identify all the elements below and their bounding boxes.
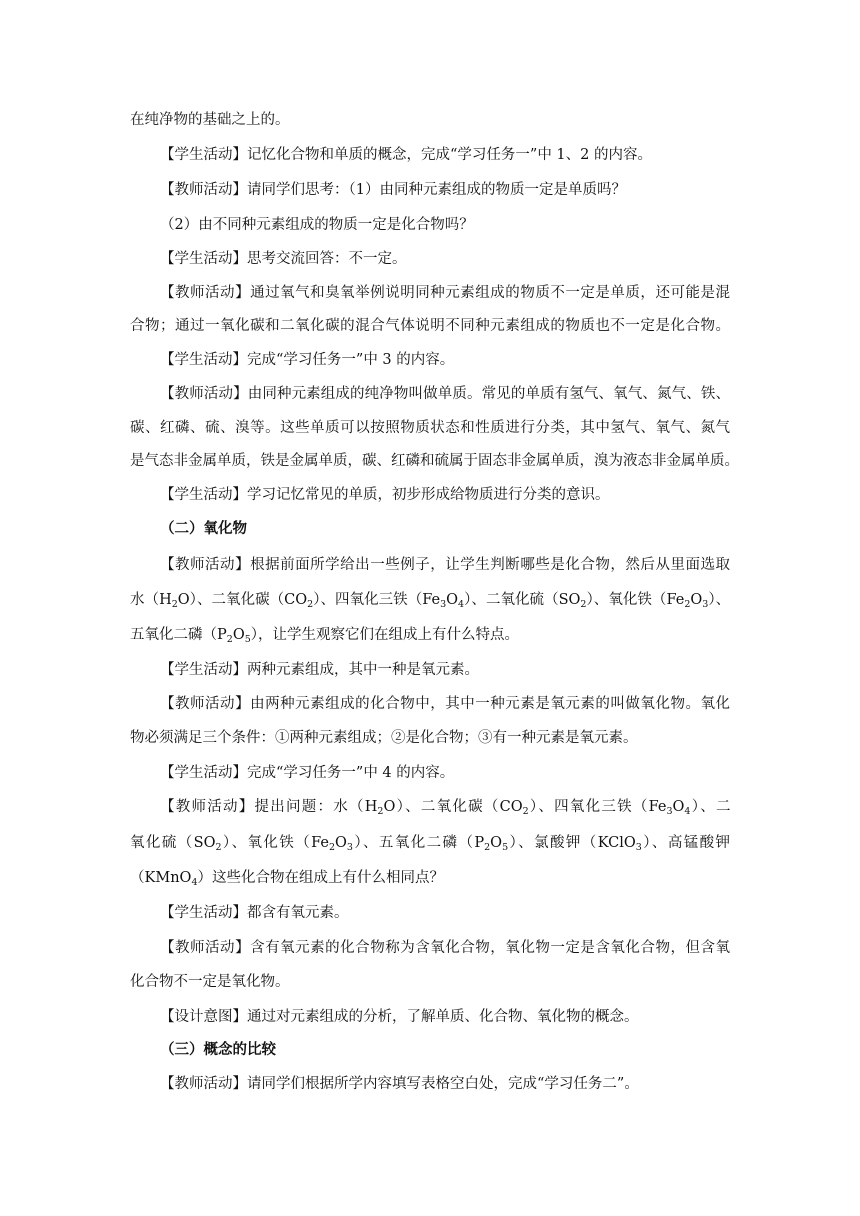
student-activity-line: 【学生活动】思考交流回答：不一定。 [160,251,407,267]
text-line: 化合物不一定是氧化物。 [130,974,290,990]
formula-line: 五氧化二磷$(P_2O_5)$，让学生观察它们在组成上有什么特点。 [130,627,519,645]
teacher-activity-line: 【教师活动】通过氧气和臭氧举例说明同种元素组成的物质不一定是单质，还可能是混 [160,285,730,301]
section-heading: （二）氧化物 [160,520,247,537]
teacher-activity-line: 【教师活动】提出问题：水$(H_2O)$、二氧化碳$(CO_2)$、四氧化三铁$(Fe_3O_4)$、二 [160,799,731,817]
teacher-activity-line: 【教师活动】含有氧元素的化合物称为含氧化合物，氧化物一定是含氧化合物，但含氧 [160,940,730,956]
design-intent-line: 【设计意图】通过对元素组成的分析，了解单质、化合物、氧化物的概念。 [160,1009,639,1025]
teacher-activity-line: 【教师活动】请同学们根据所学内容填写表格空白处，完成“学习任务二”。 [160,1076,639,1092]
text-line: 在纯净物的基础之上的。 [130,112,290,128]
text-line: 物必须满足三个条件：①两种元素组成；②是化合物；③有一种元素是氧元素。 [130,730,638,746]
student-activity-line: 【学生活动】完成“学习任务一”中 3 的内容。 [160,352,455,368]
formula-line: 水$(H_2O)$、二氧化碳$(CO_2)$、四氧化三铁$(Fe_3O_4)$、二氧化硫$(SO_2)$、氧化铁$(Fe_2O_3)$、 [130,592,731,610]
text-line: 碳、红磷、硫、溴等。这些单质可以按照物质状态和性质进行分类，其中氢气、氧气、氮气 [130,420,730,436]
text-line: （2）由不同种元素组成的物质一定是化合物吗？ [160,217,474,233]
teacher-activity-line: 【教师活动】由两种元素组成的化合物中，其中一种元素是氧元素的叫做氧化物。氧化 [160,696,730,712]
section-heading: （三）概念的比较 [160,1041,276,1058]
teacher-activity-line: 【教师活动】由同种元素组成的纯净物叫做单质。常见的单质有氢气、氧气、氮气、铁、 [160,386,730,402]
student-activity-line: 【学生活动】记忆化合物和单质的概念，完成“学习任务一”中 1、2 的内容。 [160,147,652,163]
teacher-activity-line: 【教师活动】根据前面所学给出一些例子，让学生判断哪些是化合物，然后从里面选取 [160,557,730,573]
student-activity-line: 【学生活动】学习记忆常见的单质，初步形成给物质进行分类的意识。 [160,487,610,503]
teacher-activity-line: 【教师活动】请同学们思考：（1）由同种元素组成的物质一定是单质吗？ [160,182,626,198]
text-line: 合物；通过一氧化碳和二氧化碳的混合气体说明不同种元素组成的物质也不一定是化合物。 [130,318,730,334]
formula-line: 氧化硫$(SO_2)$、氧化铁$(Fe_2O_3)$、五氧化二磷$(P_2O_5)$、氯酸钾（KClO$_3$）、高锰酸钾 [130,835,731,853]
text-line: 是气态非金属单质，铁是金属单质，碳、红磷和硫属于固态非金属单质，溴为液态非金属单质。 [130,453,739,469]
student-activity-line: 【学生活动】两种元素组成，其中一种是氧元素。 [160,662,479,678]
student-activity-line: 【学生活动】完成“学习任务一”中 4 的内容。 [160,765,455,781]
student-activity-line: 【学生活动】都含有氧元素。 [160,905,349,921]
formula-line: （KMnO$_4$）这些化合物在组成上有什么相同点？ [130,870,444,888]
